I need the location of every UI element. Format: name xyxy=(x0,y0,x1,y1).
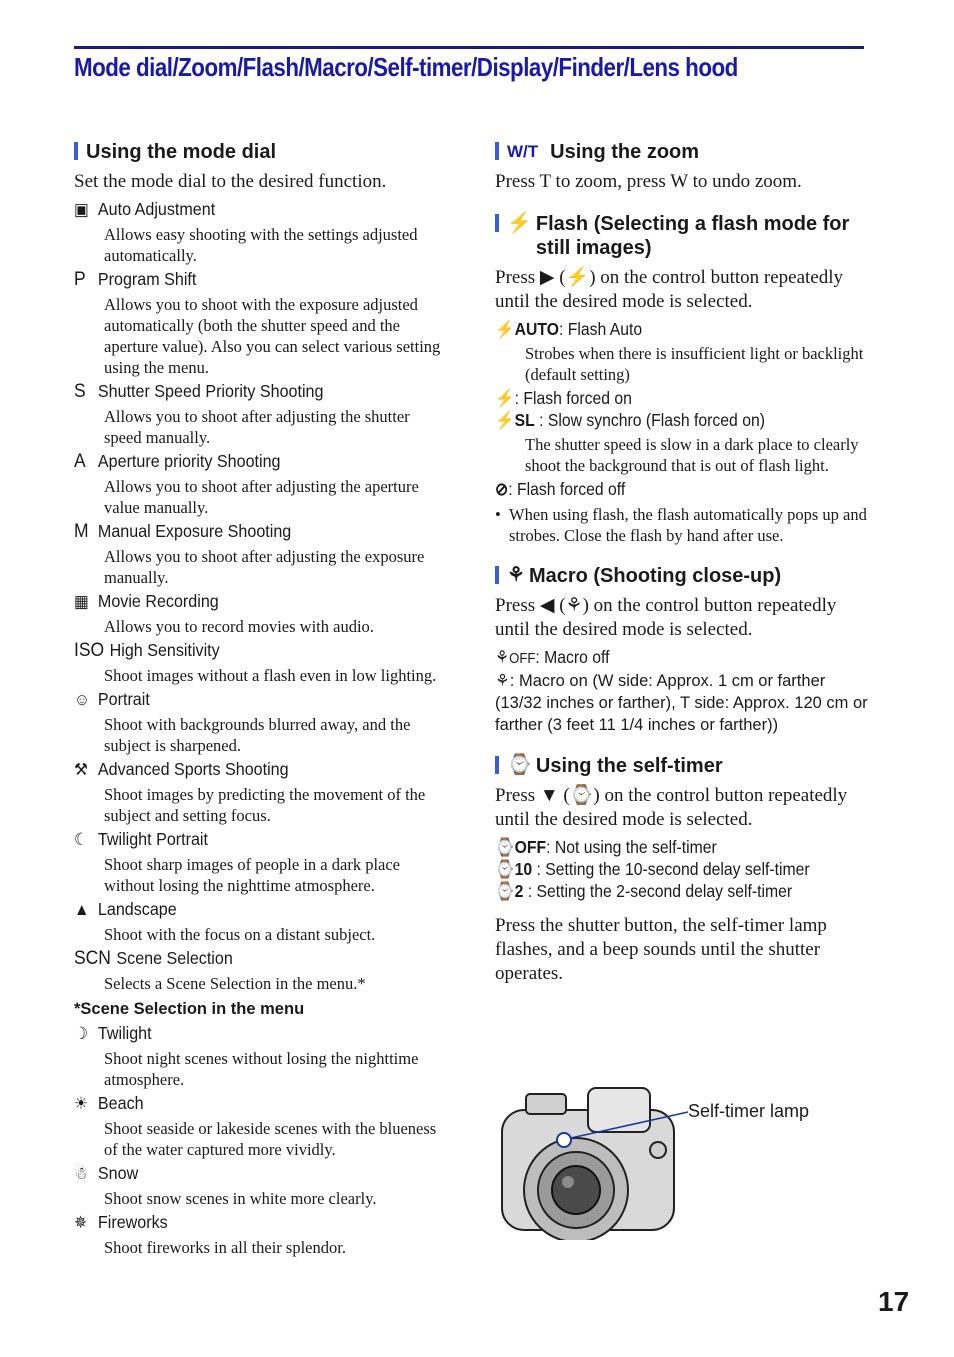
self-timer-lamp-label: Self-timer lamp xyxy=(688,1101,810,1121)
mode-item xyxy=(74,947,446,994)
scene-label-row xyxy=(74,1211,416,1234)
self-timer-outro: Press the shutter button, the self-timer lamp flashes, and a beep sounds until the shutter operates. xyxy=(495,915,827,984)
mode-label: Auto Adjustment xyxy=(97,199,216,219)
mode-item xyxy=(74,898,446,945)
flash-mode-list xyxy=(495,318,870,500)
self-timer-icon: ⌚ xyxy=(507,754,532,776)
self-timer-option xyxy=(495,880,833,902)
mode-label: Movie Recording xyxy=(97,591,219,611)
macro-icon: ⚘ xyxy=(507,564,525,586)
mode-description: Shoot sharp images of people in a dark place without losing the nighttime atmosphere. xyxy=(104,855,400,895)
mode-symbol: P xyxy=(74,269,86,290)
mode-description: Allows easy shooting with the settings adjusted automatically. xyxy=(104,225,418,265)
mode-description: Allows you to record movies with audio. xyxy=(104,617,374,636)
scene-item xyxy=(74,1022,446,1090)
flash-mode-description: The shutter speed is slow in a dark place to clearly shoot the background that is out of flash light. xyxy=(525,435,859,475)
flash-mode-icon: ⚡ xyxy=(495,388,515,408)
scene-list xyxy=(74,1022,446,1258)
mode-symbol: SCN xyxy=(74,948,111,969)
mode-item xyxy=(74,268,446,378)
mode-symbol: A xyxy=(74,451,86,472)
scene-label: Twilight xyxy=(97,1023,152,1043)
scene-item xyxy=(74,1211,446,1258)
mode-label: Portrait xyxy=(97,689,150,709)
mode-description: Allows you to shoot after adjusting the aperture value manually. xyxy=(104,477,419,517)
mode-description: Shoot with the focus on a distant subject. xyxy=(104,925,376,944)
camera-strap-lug xyxy=(650,1142,666,1158)
right-column xyxy=(495,140,870,1004)
self-timer-option-icon: ⌚2 xyxy=(495,881,524,901)
camera-flash-housing xyxy=(588,1088,650,1132)
mode-label: Twilight Portrait xyxy=(97,829,208,849)
self-timer-option-label: : Setting the 2-second delay self-timer xyxy=(523,881,793,901)
mode-description: Allows you to shoot with the exposure adjusted automatically (both the shutter speed and the aperture value). Also you can select various setting using the menu. xyxy=(104,295,441,377)
mode-label-row xyxy=(74,380,416,403)
self-timer-heading: ⌚ Using the self-timer xyxy=(495,754,870,778)
mode-description: Selects a Scene Selection in the menu.* xyxy=(104,974,366,993)
self-timer-option xyxy=(495,858,833,880)
mode-label-row xyxy=(74,688,416,711)
camera-top-dial xyxy=(526,1094,566,1114)
mode-label: Advanced Sports Shooting xyxy=(97,759,289,779)
mode-description: Shoot with backgrounds blurred away, and the subject is sharpened. xyxy=(104,715,411,755)
mode-symbol: ISO xyxy=(74,640,105,661)
mode-label-row xyxy=(74,520,416,543)
scene-description: Shoot snow scenes in white more clearly. xyxy=(104,1189,377,1208)
flash-mode-item xyxy=(495,409,833,431)
camera-icon: ▣ xyxy=(74,200,89,219)
flash-mode-item xyxy=(495,387,833,409)
flash-heading: ⚡ Flash (Selecting a flash mode for still images) xyxy=(495,212,870,260)
zoom-intro: Press T to zoom, press W to undo zoom. xyxy=(495,171,802,192)
scene-label-row xyxy=(74,1092,416,1115)
flash-mode-item xyxy=(495,478,833,500)
mode-item xyxy=(74,380,446,448)
scene-label: Beach xyxy=(97,1093,144,1113)
mode-description: Allows you to shoot after adjusting the shutter speed manually. xyxy=(104,407,410,447)
beach-icon: ☀ xyxy=(74,1094,89,1113)
heading-bar xyxy=(495,214,499,232)
zoom-heading: W/T Using the zoom xyxy=(495,140,870,164)
mode-description: Shoot images without a flash even in low lighting. xyxy=(104,666,437,685)
mode-label-row xyxy=(74,590,416,613)
self-timer-lamp xyxy=(557,1133,571,1147)
mode-description: Shoot images by predicting the movement of the subject and setting focus. xyxy=(104,785,426,825)
macro-off-icon: ⚘OFF xyxy=(495,647,536,667)
mode-item xyxy=(74,198,446,266)
mode-label: Manual Exposure Shooting xyxy=(97,521,292,541)
flash-intro: Press ▶ (⚡) on the control button repeatedly until the desired mode is selected. xyxy=(495,267,843,312)
macro-on-icon: ⚘ xyxy=(495,672,510,690)
mode-item xyxy=(74,758,446,826)
mode-dial-heading: Using the mode dial xyxy=(74,140,446,164)
macro-off-item: ⚘OFF: Macro off xyxy=(495,647,610,667)
self-timer-option-icon: ⌚OFF xyxy=(495,837,547,857)
scene-label: Snow xyxy=(97,1163,139,1183)
flash-mode-icon: ⊘ xyxy=(495,479,509,499)
flash-mode-description: Strobes when there is insufficient light or backlight (default setting) xyxy=(525,344,864,384)
mode-list xyxy=(74,198,446,994)
twilight-icon: ☽ xyxy=(74,1024,89,1043)
flash-note: • When using flash, the flash automatically pops up and strobes. Close the flash by hand after use. xyxy=(495,505,867,545)
scene-label-row xyxy=(74,1162,416,1185)
mode-dial-intro: Set the mode dial to the desired function. xyxy=(74,171,387,192)
self-timer-option xyxy=(495,836,833,858)
snow-icon: ☃ xyxy=(74,1164,89,1183)
mode-item xyxy=(74,450,446,518)
mode-label-row xyxy=(74,947,416,970)
mode-item xyxy=(74,590,446,637)
flash-mode-label: : Slow synchro (Flash forced on) xyxy=(534,410,765,430)
zoom-section xyxy=(495,140,870,194)
flash-mode-icon: ⚡AUTO xyxy=(495,319,559,339)
mode-label-row xyxy=(74,758,416,781)
mode-symbol: S xyxy=(74,381,86,402)
page-title: Mode dial/Zoom/Flash/Macro/Self-timer/Display/Finder/Lens hood xyxy=(74,52,738,82)
mode-label: Program Shift xyxy=(97,269,197,289)
mode-label-row xyxy=(74,828,416,851)
heading-bar xyxy=(495,142,499,160)
movie-icon: ▦ xyxy=(74,592,89,611)
camera-illustration xyxy=(498,1080,698,1240)
camera-lens-reflection xyxy=(562,1176,574,1188)
macro-intro: Press ◀ (⚘) on the control button repeatedly until the desired mode is selected. xyxy=(495,595,837,640)
self-timer-section xyxy=(495,754,870,986)
page-number: 17 xyxy=(878,1286,910,1317)
mode-description: Allows you to shoot after adjusting the exposure manually. xyxy=(104,547,425,587)
heading-bar xyxy=(495,566,499,584)
flash-section xyxy=(495,212,870,546)
scene-selection-heading: *Scene Selection in the menu xyxy=(74,1000,305,1018)
mode-label: Scene Selection xyxy=(116,948,233,968)
mode-label: Landscape xyxy=(97,899,177,919)
mode-label: Shutter Speed Priority Shooting xyxy=(97,381,324,401)
mode-label: High Sensitivity xyxy=(109,640,220,660)
self-timer-intro: Press ▼ (⌚) on the control button repeatedly until the desired mode is selected. xyxy=(495,785,848,830)
scene-item xyxy=(74,1162,446,1209)
bullet-icon: • xyxy=(495,505,501,524)
flash-icon: ⚡ xyxy=(507,212,532,234)
scene-description: Shoot seaside or lakeside scenes with the blueness of the water captured more vividly. xyxy=(104,1119,437,1159)
flash-mode-item xyxy=(495,318,833,340)
flash-mode-icon: ⚡SL xyxy=(495,410,535,430)
mode-symbol: M xyxy=(74,521,89,542)
mode-item xyxy=(74,828,446,896)
scene-item xyxy=(74,1092,446,1160)
scene-label: Fireworks xyxy=(97,1212,168,1232)
scene-description: Shoot fireworks in all their splendor. xyxy=(104,1238,346,1257)
flash-mode-label: : Flash Auto xyxy=(558,319,643,339)
mode-label-row xyxy=(74,639,416,662)
flash-mode-label: : Flash forced off xyxy=(508,479,626,499)
self-timer-option-label: : Not using the self-timer xyxy=(546,837,717,857)
flash-mode-label: : Flash forced on xyxy=(514,388,632,408)
mode-label-row xyxy=(74,898,416,921)
mode-label-row xyxy=(74,450,416,473)
self-timer-option-list xyxy=(495,836,870,902)
macro-heading: ⚘ Macro (Shooting close-up) xyxy=(495,564,870,588)
heading-bar xyxy=(495,756,499,774)
macro-on-item: ⚘: Macro on (W side: Approx. 1 cm or farther (13/32 inches or farther), T side: Approx. 120 cm or farther (3 feet 11 1/4 inches or farther)) xyxy=(495,672,868,734)
sports-icon: ⚒ xyxy=(74,760,89,779)
self-timer-option-icon: ⌚10 xyxy=(495,859,533,879)
mode-label-row xyxy=(74,198,416,221)
mode-item xyxy=(74,520,446,588)
mode-label-row xyxy=(74,268,416,291)
portrait-icon: ☺ xyxy=(74,690,90,709)
fireworks-icon: ✵ xyxy=(74,1213,88,1232)
left-column xyxy=(74,140,446,1260)
mode-label: Aperture priority Shooting xyxy=(97,451,281,471)
scene-label-row xyxy=(74,1022,416,1045)
mode-item xyxy=(74,639,446,686)
heading-bar xyxy=(74,142,78,160)
camera-lens-glass xyxy=(552,1166,600,1214)
landscape-icon: ▲ xyxy=(74,900,90,919)
twilight-portrait-icon: ☾ xyxy=(74,830,89,849)
title-rule xyxy=(74,46,864,49)
scene-description: Shoot night scenes without losing the nighttime atmosphere. xyxy=(104,1049,419,1089)
self-timer-option-label: : Setting the 10-second delay self-timer xyxy=(532,859,810,879)
mode-item xyxy=(74,688,446,756)
zoom-wt-label: W/T xyxy=(507,142,539,161)
macro-section xyxy=(495,564,870,736)
